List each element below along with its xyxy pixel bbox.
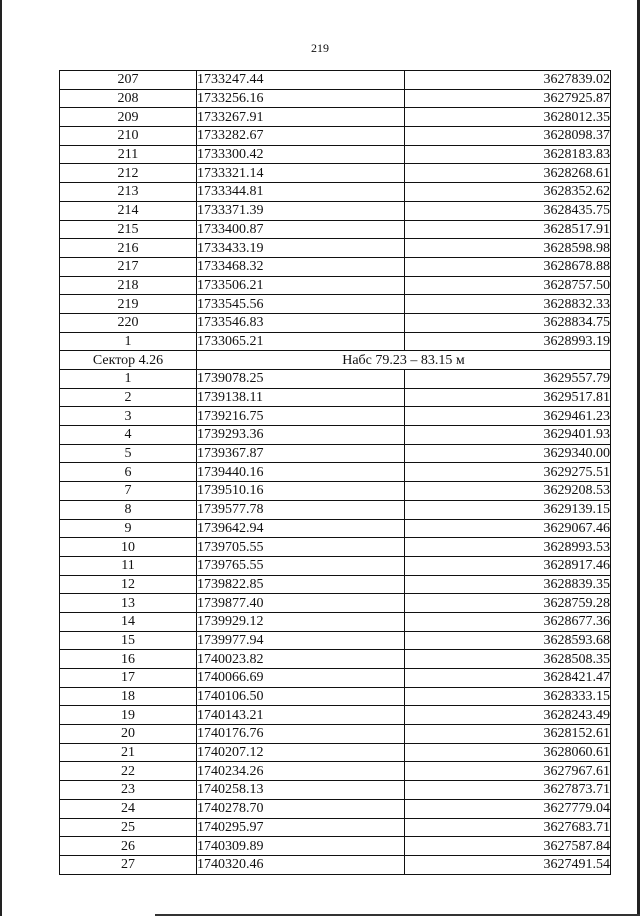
x-coordinate-cell: 1740207.12	[197, 743, 405, 762]
point-number-cell: 18	[60, 687, 197, 706]
y-coordinate-cell: 3628243.49	[405, 706, 611, 725]
point-number-cell: 216	[60, 239, 197, 258]
table-row	[60, 145, 611, 164]
point-number-cell: 23	[60, 781, 197, 800]
point-number-cell: 19	[60, 706, 197, 725]
table-row	[60, 370, 611, 389]
table-row	[60, 201, 611, 220]
table-row	[60, 388, 611, 407]
table-row	[60, 426, 611, 445]
table-row	[60, 519, 611, 538]
sector-header-row	[60, 351, 611, 370]
table-row	[60, 818, 611, 837]
point-number-cell: 5	[60, 444, 197, 463]
table-row	[60, 295, 611, 314]
y-coordinate-cell: 3627683.71	[405, 818, 611, 837]
point-number-cell: 210	[60, 127, 197, 146]
x-coordinate-cell: 1739705.55	[197, 538, 405, 557]
y-coordinate-cell: 3629275.51	[405, 463, 611, 482]
point-number-cell: 12	[60, 575, 197, 594]
table-row	[60, 855, 611, 874]
point-number-cell: 214	[60, 201, 197, 220]
x-coordinate-cell: 1739877.40	[197, 594, 405, 613]
x-coordinate-cell: 1733247.44	[197, 71, 405, 90]
sector-name: Сектор 4.26	[60, 351, 197, 370]
y-coordinate-cell: 3628421.47	[405, 669, 611, 688]
point-number-cell: 11	[60, 556, 197, 575]
y-coordinate-cell: 3627925.87	[405, 89, 611, 108]
point-number-cell: 25	[60, 818, 197, 837]
table-row	[60, 332, 611, 351]
x-coordinate-cell: 1733400.87	[197, 220, 405, 239]
point-number-cell: 13	[60, 594, 197, 613]
table-row	[60, 183, 611, 202]
point-number-cell: 215	[60, 220, 197, 239]
x-coordinate-cell: 1740106.50	[197, 687, 405, 706]
y-coordinate-cell: 3627873.71	[405, 781, 611, 800]
table-row	[60, 725, 611, 744]
x-coordinate-cell: 1740234.26	[197, 762, 405, 781]
table-row	[60, 444, 611, 463]
table-row	[60, 837, 611, 856]
point-number-cell: 3	[60, 407, 197, 426]
point-number-cell: 209	[60, 108, 197, 127]
x-coordinate-cell: 1733371.39	[197, 201, 405, 220]
y-coordinate-cell: 3627587.84	[405, 837, 611, 856]
y-coordinate-cell: 3627491.54	[405, 855, 611, 874]
x-coordinate-cell: 1739822.85	[197, 575, 405, 594]
table-row	[60, 164, 611, 183]
sector-height-range: Набс 79.23 – 83.15 м	[197, 351, 611, 370]
x-coordinate-cell: 1739216.75	[197, 407, 405, 426]
point-number-cell: 26	[60, 837, 197, 856]
y-coordinate-cell: 3629401.93	[405, 426, 611, 445]
x-coordinate-cell: 1740176.76	[197, 725, 405, 744]
x-coordinate-cell: 1739977.94	[197, 631, 405, 650]
x-coordinate-cell: 1739929.12	[197, 612, 405, 631]
x-coordinate-cell: 1739765.55	[197, 556, 405, 575]
point-number-cell: 15	[60, 631, 197, 650]
table-row	[60, 407, 611, 426]
y-coordinate-cell: 3628352.62	[405, 183, 611, 202]
table-row	[60, 556, 611, 575]
table-row	[60, 313, 611, 332]
point-number-cell: 1	[60, 370, 197, 389]
y-coordinate-cell: 3629461.23	[405, 407, 611, 426]
y-coordinate-cell: 3628593.68	[405, 631, 611, 650]
x-coordinate-cell: 1733545.56	[197, 295, 405, 314]
x-coordinate-cell: 1739138.11	[197, 388, 405, 407]
x-coordinate-cell: 1733267.91	[197, 108, 405, 127]
y-coordinate-cell: 3628508.35	[405, 650, 611, 669]
y-coordinate-cell: 3628517.91	[405, 220, 611, 239]
scan-edge-left	[0, 0, 2, 916]
point-number-cell: 212	[60, 164, 197, 183]
y-coordinate-cell: 3629139.15	[405, 500, 611, 519]
point-number-cell: 207	[60, 71, 197, 90]
y-coordinate-cell: 3628183.83	[405, 145, 611, 164]
x-coordinate-cell: 1739078.25	[197, 370, 405, 389]
x-coordinate-cell: 1733468.32	[197, 257, 405, 276]
y-coordinate-cell: 3628759.28	[405, 594, 611, 613]
table-row	[60, 108, 611, 127]
y-coordinate-cell: 3628757.50	[405, 276, 611, 295]
y-coordinate-cell: 3627779.04	[405, 799, 611, 818]
point-number-cell: 9	[60, 519, 197, 538]
point-number-cell: 22	[60, 762, 197, 781]
y-coordinate-cell: 3628098.37	[405, 127, 611, 146]
point-number-cell: 2	[60, 388, 197, 407]
coordinates-table	[59, 70, 611, 875]
page-number: 219	[311, 41, 329, 55]
x-coordinate-cell: 1740309.89	[197, 837, 405, 856]
point-number-cell: 211	[60, 145, 197, 164]
point-number-cell: 10	[60, 538, 197, 557]
y-coordinate-cell: 3628060.61	[405, 743, 611, 762]
y-coordinate-cell: 3628268.61	[405, 164, 611, 183]
table-row	[60, 594, 611, 613]
x-coordinate-cell: 1739367.87	[197, 444, 405, 463]
point-number-cell: 6	[60, 463, 197, 482]
point-number-cell: 1	[60, 332, 197, 351]
table-row	[60, 71, 611, 90]
point-number-cell: 213	[60, 183, 197, 202]
point-number-cell: 220	[60, 313, 197, 332]
table-row	[60, 239, 611, 258]
x-coordinate-cell: 1733256.16	[197, 89, 405, 108]
point-number-cell: 4	[60, 426, 197, 445]
table-row	[60, 276, 611, 295]
x-coordinate-cell: 1740295.97	[197, 818, 405, 837]
point-number-cell: 218	[60, 276, 197, 295]
x-coordinate-cell: 1733300.42	[197, 145, 405, 164]
x-coordinate-cell: 1733344.81	[197, 183, 405, 202]
table-row	[60, 89, 611, 108]
point-number-cell: 14	[60, 612, 197, 631]
y-coordinate-cell: 3628839.35	[405, 575, 611, 594]
y-coordinate-cell: 3628834.75	[405, 313, 611, 332]
y-coordinate-cell: 3628333.15	[405, 687, 611, 706]
point-number-cell: 208	[60, 89, 197, 108]
table-row	[60, 257, 611, 276]
table-row	[60, 743, 611, 762]
x-coordinate-cell: 1739440.16	[197, 463, 405, 482]
point-number-cell: 219	[60, 295, 197, 314]
point-number-cell: 17	[60, 669, 197, 688]
x-coordinate-cell: 1733321.14	[197, 164, 405, 183]
point-number-cell: 7	[60, 482, 197, 501]
x-coordinate-cell: 1740066.69	[197, 669, 405, 688]
point-number-cell: 27	[60, 855, 197, 874]
x-coordinate-cell: 1740320.46	[197, 855, 405, 874]
y-coordinate-cell: 3628993.53	[405, 538, 611, 557]
point-number-cell: 20	[60, 725, 197, 744]
point-number-cell: 8	[60, 500, 197, 519]
table-row	[60, 687, 611, 706]
table-row	[60, 669, 611, 688]
x-coordinate-cell: 1733065.21	[197, 332, 405, 351]
y-coordinate-cell: 3628598.98	[405, 239, 611, 258]
y-coordinate-cell: 3628012.35	[405, 108, 611, 127]
y-coordinate-cell: 3628993.19	[405, 332, 611, 351]
table-row	[60, 799, 611, 818]
y-coordinate-cell: 3627839.02	[405, 71, 611, 90]
y-coordinate-cell: 3628832.33	[405, 295, 611, 314]
x-coordinate-cell: 1733282.67	[197, 127, 405, 146]
x-coordinate-cell: 1740023.82	[197, 650, 405, 669]
table-row	[60, 482, 611, 501]
point-number-cell: 21	[60, 743, 197, 762]
table-row	[60, 500, 611, 519]
x-coordinate-cell: 1733506.21	[197, 276, 405, 295]
x-coordinate-cell: 1739293.36	[197, 426, 405, 445]
y-coordinate-cell: 3629557.79	[405, 370, 611, 389]
point-number-cell: 16	[60, 650, 197, 669]
y-coordinate-cell: 3627967.61	[405, 762, 611, 781]
table-row	[60, 127, 611, 146]
x-coordinate-cell: 1740143.21	[197, 706, 405, 725]
y-coordinate-cell: 3628678.88	[405, 257, 611, 276]
x-coordinate-cell: 1740258.13	[197, 781, 405, 800]
x-coordinate-cell: 1739510.16	[197, 482, 405, 501]
x-coordinate-cell: 1740278.70	[197, 799, 405, 818]
y-coordinate-cell: 3629340.00	[405, 444, 611, 463]
table-row	[60, 762, 611, 781]
x-coordinate-cell: 1739577.78	[197, 500, 405, 519]
table-row	[60, 220, 611, 239]
table-row	[60, 463, 611, 482]
x-coordinate-cell: 1739642.94	[197, 519, 405, 538]
y-coordinate-cell: 3628435.75	[405, 201, 611, 220]
coordinates-table-body	[60, 71, 611, 875]
table-row	[60, 575, 611, 594]
table-row	[60, 631, 611, 650]
y-coordinate-cell: 3628152.61	[405, 725, 611, 744]
table-row	[60, 781, 611, 800]
table-row	[60, 706, 611, 725]
table-row	[60, 650, 611, 669]
y-coordinate-cell: 3628677.36	[405, 612, 611, 631]
y-coordinate-cell: 3629067.46	[405, 519, 611, 538]
y-coordinate-cell: 3628917.46	[405, 556, 611, 575]
x-coordinate-cell: 1733546.83	[197, 313, 405, 332]
table-row	[60, 538, 611, 557]
y-coordinate-cell: 3629517.81	[405, 388, 611, 407]
table-row	[60, 612, 611, 631]
x-coordinate-cell: 1733433.19	[197, 239, 405, 258]
point-number-cell: 24	[60, 799, 197, 818]
y-coordinate-cell: 3629208.53	[405, 482, 611, 501]
point-number-cell: 217	[60, 257, 197, 276]
